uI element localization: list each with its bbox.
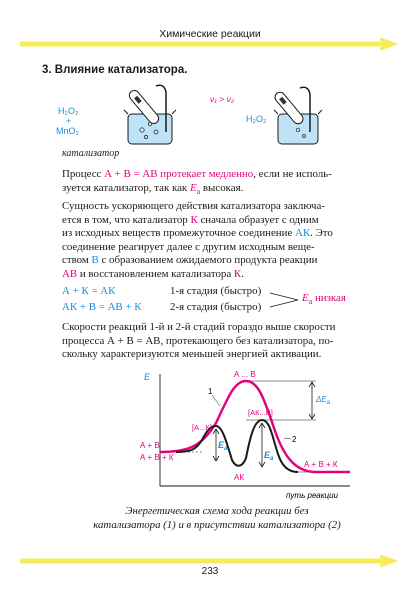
caption-line-2: катализатора (1) и в присутствии катализатора (2) (93, 518, 341, 531)
text: , если не исполь- (253, 168, 332, 180)
text: . (241, 267, 244, 280)
top-arrow-decoration (20, 38, 400, 52)
text: Скорости реакций 1-й и 2-й стадий гораздо выше скорости (62, 321, 336, 333)
ea1-label: $E_а$ (218, 440, 228, 452)
diagram-caption (62, 505, 372, 532)
ea-subscript: а (308, 297, 313, 307)
x-axis-label: путь реакции (286, 491, 339, 500)
speed-compare: ν₁ > ν₂ (210, 94, 235, 104)
reactants-label: А + В (140, 441, 160, 450)
product-ab: АВ (62, 267, 78, 280)
text: ется в том, что катализатор (62, 213, 191, 226)
peak-akb-label: [АК...В] (248, 408, 273, 417)
activation-energy: E (189, 181, 197, 194)
text: процесса А + В = АВ, протекающего без катализатора, по- (62, 334, 334, 347)
peak-ak-label: [А...К] (192, 423, 212, 432)
text: с образованием ожидаемого продукта реакции (98, 254, 318, 267)
text: ством (62, 254, 92, 267)
intermediate-label: АК (234, 473, 244, 482)
text: Процесс (62, 168, 105, 180)
text: зуется катализатор, так как (62, 181, 190, 194)
left-tube-plus: + (66, 116, 72, 126)
slow-phrase: протекает медленно (157, 168, 254, 180)
substance-b: В (91, 254, 99, 267)
caption-line-1: Энергетическая схема хода реакции без (125, 505, 309, 517)
stage2-label: 2-я стадия (быстро) (170, 301, 262, 313)
paragraph-slow-process (62, 168, 374, 198)
ea-symbol: E (302, 292, 309, 304)
text: и восстановлением катализатора (77, 267, 234, 280)
activation-energy-sub: а (196, 186, 201, 196)
products-label: А + В + К (304, 460, 338, 469)
stages-brace (268, 287, 304, 315)
text: сначала образует с одним (197, 213, 319, 226)
ea-low-label: низкая (314, 292, 346, 304)
left-tube-mno2: MnO₂ (56, 126, 79, 136)
right-tube-h2o2: H₂O₂ (246, 114, 267, 124)
ea2-label: $E_а$ (264, 450, 274, 462)
left-tube-h2o2: H₂O₂ (58, 106, 79, 116)
equation-ab: А + В = АВ (104, 168, 158, 180)
text: . Это (310, 227, 333, 240)
stage2-equation: АК + В = АВ + К (62, 301, 142, 313)
reactants-catalyst-label: А + В + К (140, 453, 174, 462)
peak-uncatalyzed-label: А ... В (234, 370, 256, 379)
curve1-label: 1 (208, 387, 213, 396)
section-title: 3. Влияние катализатора. (42, 64, 188, 76)
delta-e-label: $\Delta E_а$ (316, 395, 331, 406)
stage1-equation: А + К = АК (62, 285, 116, 297)
intermediate-ak: АК (295, 227, 311, 240)
paragraph-catalyst-essence (62, 200, 374, 282)
curve2-label: 2 (292, 435, 297, 444)
catalyst-k: К (190, 213, 198, 226)
text: из исходных веществ промежуточное соединение (62, 227, 296, 240)
text: высокая. (200, 181, 244, 194)
text: соединение реагирует далее с другим исходным веще- (62, 240, 315, 253)
y-axis-label: E (144, 372, 151, 382)
text: Сущность ускоряющего действия катализатора заключа- (62, 200, 325, 212)
catalyst-label: катализатор (62, 148, 120, 159)
running-header: Химические реакции (159, 28, 261, 40)
energy-diagram (140, 368, 356, 500)
page-number: 233 (201, 566, 219, 577)
test-tube-illustration (56, 84, 320, 146)
catalyst-k: К (233, 267, 242, 280)
text: скольку характеризуются меньшей энергией активации. (62, 348, 322, 361)
stage1-label: 1-я стадия (быстро) (170, 285, 262, 297)
stages-activation-energy (302, 292, 346, 306)
paragraph-rates (62, 321, 374, 362)
